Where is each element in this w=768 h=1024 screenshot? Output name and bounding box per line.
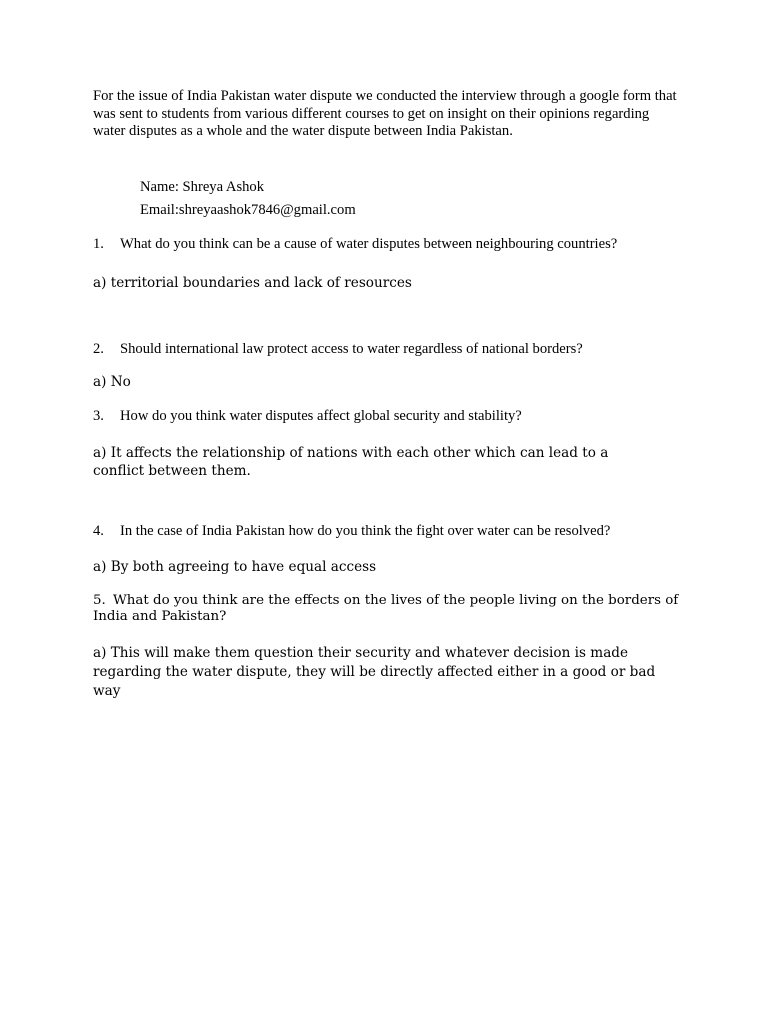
question-text: In the case of India Pakistan how do you think the fight over water can be resolved?: [120, 523, 611, 539]
question-number: 4.: [93, 523, 104, 539]
answer-4: a) By both agreeing to have equal access: [93, 559, 377, 575]
question-text: What do you think are the effects on the lives of the people living on the borders of India and Pakistan?: [93, 593, 679, 624]
answer-5: a) This will make them question their security and whatever decision is made regarding the water dispute, they will be directly affected either in a good or bad way: [93, 645, 656, 699]
question-text: What do you think can be a cause of water disputes between neighbouring countries?: [120, 236, 618, 252]
question-number: 2.: [93, 341, 104, 357]
question-number: 5.: [93, 593, 106, 608]
question-4: [93, 523, 693, 541]
intro-paragraph: For the issue of India Pakistan water dispute we conducted the interview through a google form that was sent to students from various different courses to get on insight on their opinions regarding water disputes as a whole and the water dispute between India Pakistan.: [93, 88, 677, 139]
respondent-name: Name: Shreya Ashok: [140, 179, 265, 195]
question-number: 1.: [93, 236, 104, 252]
answer-2: a) No: [93, 374, 131, 390]
question-5: [93, 593, 693, 624]
question-1: [93, 236, 693, 254]
answer-3: a) It affects the relationship of nations with each other which can lead to a conflict between them.: [93, 445, 609, 479]
question-3: [93, 408, 693, 426]
question-2: [93, 341, 693, 359]
question-number: 3.: [93, 408, 104, 424]
respondent-email: Email:shreyaashok7846@gmail.com: [140, 202, 356, 218]
question-text: Should international law protect access to water regardless of national borders?: [120, 341, 583, 357]
question-text: How do you think water disputes affect global security and stability?: [120, 408, 522, 424]
answer-1: a) territorial boundaries and lack of resources: [93, 275, 412, 291]
